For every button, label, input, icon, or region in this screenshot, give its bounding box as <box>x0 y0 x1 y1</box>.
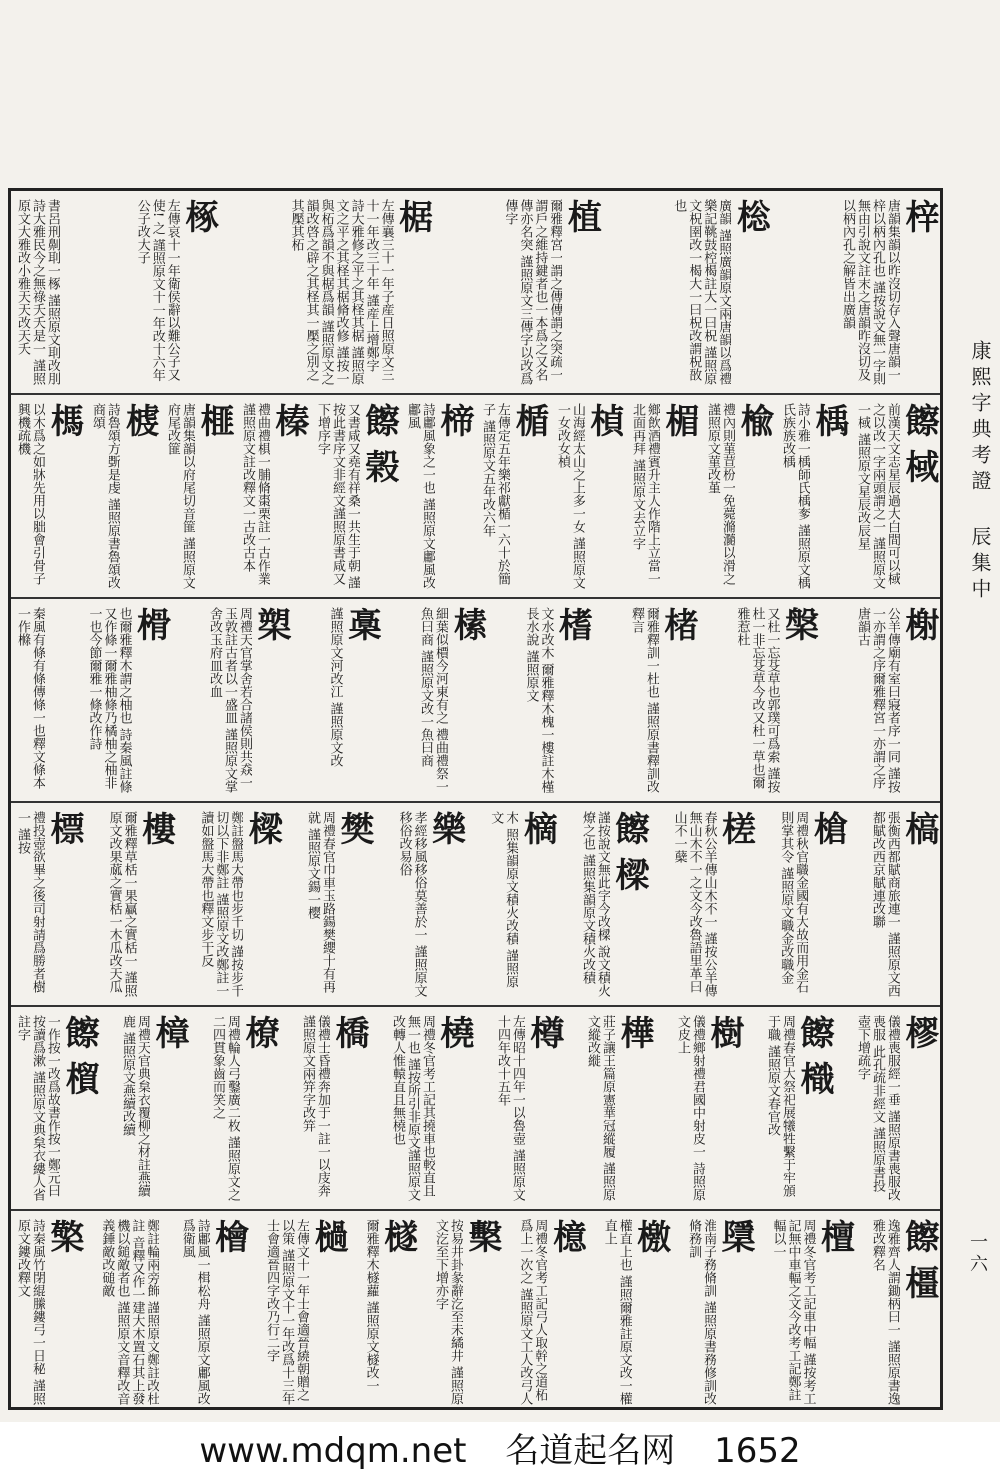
dictionary-entry <box>765 1011 834 1205</box>
entry-text: 詩鄘風象之一也 謹照原文鄘風改鄘風 <box>405 403 435 590</box>
entry-headword: 樟 <box>149 1015 189 1049</box>
entry-headword: 樊 <box>333 811 374 845</box>
dictionary-entry <box>855 603 939 797</box>
dictionary-entry <box>780 399 849 593</box>
entry-headword: 橋 <box>329 1015 369 1049</box>
entry-headword: 檕 <box>461 1219 502 1253</box>
entry-text: 儀禮鄉射禮君國中射皮一 詩照原文皮上 <box>675 1015 705 1202</box>
text-frame <box>8 188 943 1410</box>
entry-headword: 檛 <box>308 1219 349 1253</box>
entry-band <box>11 191 940 395</box>
entry-headword: 𩟔 橿 <box>898 1219 939 1299</box>
entry-headword: 梓 <box>898 199 939 233</box>
dictionary-entry <box>671 195 771 389</box>
entry-headword: 橑 <box>239 1015 279 1049</box>
dictionary-entry <box>396 807 466 1001</box>
entry-headword: 檄 <box>630 1219 671 1253</box>
entry-text: 木 照集韻原文積火改積 謹照原文 <box>488 811 519 989</box>
entry-headword: 𩟔 樴 <box>794 1015 834 1095</box>
entry-text: 廣韻 謹照廣韻原文兩唐韻以爲禮樂記鞉鼓椌楬註大一曰柷 謹照原文柷圉改一楬大一曰柷改謂柷敔也 <box>671 199 732 386</box>
entry-headword: 植 <box>561 199 602 233</box>
dictionary-entry <box>585 1011 654 1205</box>
entry-text: 爾雅釋訓一杜也 謹照原書釋訓改釋言 <box>629 607 659 794</box>
dictionary-entry <box>495 1011 564 1205</box>
entry-band <box>11 1007 940 1211</box>
dictionary-entry <box>705 399 774 593</box>
dictionary-entry <box>601 1215 671 1411</box>
dictionary-entry <box>579 807 649 1001</box>
dictionary-entry <box>86 603 171 797</box>
entry-headword: 橈 <box>434 1015 474 1049</box>
dictionary-entry <box>15 195 62 389</box>
entry-text: 詩秦風竹閉緄縢鏤弓一日秘 謹照原文鏤改釋文 <box>15 1219 45 1406</box>
dictionary-entry <box>15 1215 84 1411</box>
entry-headword: 椐 <box>392 199 433 233</box>
dictionary-entry <box>106 807 176 1001</box>
entry-text: 左傳昭十四年一以魯壺 謹照原文十四年改十五年 <box>495 1015 525 1202</box>
dictionary-entry <box>198 807 283 1001</box>
entry-text: 周禮秋官職金國有大故而用金石則掌其令 謹照原文職金改職金 <box>778 811 809 993</box>
entry-headword: 樺 <box>614 1015 654 1049</box>
dictionary-entry <box>778 807 848 1001</box>
entry-headword: 槀 <box>341 607 382 641</box>
entry-text: 細葉似檟今河東有之 禮曲禮祭一魚曰商 謹照原文改一魚曰商 <box>418 607 448 794</box>
entry-headword: 𩟔 棫 <box>899 403 939 483</box>
dictionary-entry <box>300 1011 369 1205</box>
book-title <box>955 340 995 604</box>
entry-text: 周禮春官大祭祀展犧牲繫于牢頒于職 謹照原文春官改 <box>765 1015 795 1197</box>
dictionary-entry <box>165 399 234 593</box>
entry-headword: 𩟔 樑 <box>608 811 649 891</box>
dictionary-entry <box>480 399 549 593</box>
entry-headword: 槁 <box>898 811 939 845</box>
dictionary-entry <box>15 603 47 797</box>
entry-headword: 榰 <box>552 607 593 641</box>
entry-band <box>11 1211 940 1415</box>
dictionary-entry <box>630 399 699 593</box>
entry-band <box>11 803 940 1007</box>
dictionary-entry <box>288 195 433 389</box>
dictionary-entry <box>134 195 219 389</box>
dictionary-entry <box>99 1215 161 1411</box>
dictionary-entry <box>770 1215 855 1411</box>
entry-text: 爾雅釋草栝一果贏之實栝一 謹照原文改果蓏之實栝一木瓜改天瓜 <box>106 811 137 998</box>
section-label: 辰集中 <box>968 526 992 605</box>
entry-text: 文水改木 爾雅釋木槐一樓註木槿 長水說 謹照原文 <box>523 607 554 794</box>
entry-headword: 榩 <box>119 403 159 437</box>
footer <box>0 1422 1000 1480</box>
entry-headword: 槃 <box>778 607 819 641</box>
entry-headword: 楡 <box>734 403 774 437</box>
entry-headword: 檃 <box>715 1219 756 1253</box>
dictionary-entry <box>179 1215 249 1411</box>
dictionary-entry <box>315 399 399 593</box>
dictionary-entry <box>671 807 756 1001</box>
dictionary-entry <box>15 399 84 593</box>
dictionary-entry <box>418 603 487 797</box>
entry-headword: 檠 <box>44 1219 84 1253</box>
dictionary-entry <box>488 807 558 1001</box>
entry-text: 鄭註盤馬大帶也步千切 謹按步千切以下非鄭註 謹照原文改鄭註一讀如盤馬大帶也釋文步干反 <box>198 811 244 998</box>
entry-headword: 楯 <box>509 403 549 437</box>
entry-headword: 槍 <box>807 811 848 845</box>
dictionary-entry <box>15 807 84 1001</box>
entry-text: 詩小雅一楀師氏楀奓 謹照原文楀氏族族改楀 <box>780 403 810 590</box>
entry-band <box>11 599 940 803</box>
entry-text: 周禮天官掌舍若合諸侯則共猋一玉敦註古者以一盛皿 謹照原文掌舍改玉府皿改血 <box>207 607 252 794</box>
entry-headword: 樑 <box>242 811 283 845</box>
entry-text: 周禮春官巾車玉路鍚樊纓十有再就 謹照原文鍚一樱 <box>304 811 335 993</box>
entry-headword: 檜 <box>208 1219 249 1253</box>
entry-text: 周禮冬官考工記其撓車也較直且無一也 謹按所引非原文謹照原文改轉人惟轅直且無橈也 <box>390 1015 435 1202</box>
dictionary-entry <box>734 603 819 797</box>
dictionary-entry <box>390 1011 474 1205</box>
dictionary-entry <box>555 399 624 593</box>
entry-headword: 楨 <box>584 403 624 437</box>
page-number: 一六 <box>967 1232 988 1276</box>
entry-headword: 棇 <box>730 199 771 233</box>
entry-headword: 榧 <box>194 403 234 437</box>
entry-headword: 椓 <box>178 199 219 233</box>
entry-text: 又杜一忘芟草也郭璞可爲索 謹按杜一非忘芟草今改又杜一草也爾雅惹杜 <box>734 607 780 794</box>
entry-text: 鄉飲酒禮賓升主人作階上立當一北面再拜 謹照原文去立字 <box>630 403 660 585</box>
dictionary-entry <box>327 603 382 797</box>
entry-headword: 樓 <box>135 811 176 845</box>
dictionary-entry <box>120 1011 189 1205</box>
entry-text: 也爾雅釋木謂之柚也 詩秦風註條又作條一爾雅柚條乃橘柚之柚非一也今節爾雅一條改作詩 <box>86 607 132 794</box>
entry-text: 唐韻集韻以府尾切音篚 謹照原文府尾改篚 <box>165 403 195 590</box>
entry-text: 左傳襄三十一年子産日照原文三十一年改三十年 謹産上增鄭字 詩大雅修之平之其柽其椐 謹照原文之平之其柽其椐脩改修 謹按一與柘爲韻不與椐爲韻 謹照原文之韻改啓之辟之其柽其一檿之別之其檿其柘 <box>288 199 394 386</box>
entry-headword: 檍 <box>546 1219 587 1253</box>
entry-headword: 樂 <box>425 811 466 845</box>
entry-band <box>11 395 940 599</box>
dictionary-entry <box>523 603 593 797</box>
dictionary-entry <box>855 1011 939 1205</box>
entry-text: 唐韻集韻以昨沒切存入聲唐韻一梓以柄內孔也 謹按說文無一字則無由引說文註末之唐韻昨沒切及以柄內孔之解皆出廣韻 <box>839 199 900 386</box>
entry-text: 爾雅釋木檖蘿 謹照原文檖改一 <box>363 1219 379 1393</box>
dictionary-entry <box>675 1011 744 1205</box>
dictionary-entry <box>210 1011 279 1205</box>
dictionary-entry <box>502 195 602 389</box>
entry-headword: 榾 <box>130 607 171 641</box>
entry-headword: 標 <box>44 811 84 845</box>
entry-headword: 榭 <box>899 607 939 641</box>
entry-headword: 𩟔 榖 <box>359 403 399 483</box>
dictionary-entry <box>629 603 698 797</box>
entry-text: 爾雅釋宮一謂之傳傳謂之突疏一謂戶之維持鍵者也一本爲之又名傳亦名突 謹照原文三傳字以改爲傳字 <box>502 199 563 386</box>
entry-headword: 檖 <box>377 1219 418 1253</box>
entry-text: 淮南子務脩訓 謹照原書務修訓改脩務訓 <box>686 1219 717 1406</box>
entry-headword: 槎 <box>715 811 756 845</box>
entry-text: 周禮輪人弓鑿廣二枚 謹照原文之二四貫象齒而笑之 <box>210 1015 240 1202</box>
entry-headword: 榪 <box>44 403 84 437</box>
entry-headword: 榡 <box>447 607 487 641</box>
entry-headword: 樹 <box>704 1015 744 1049</box>
entry-text: 張衡西都賦商旅連一 謹照原文西都賦改西京賦連改聯 <box>869 811 900 998</box>
entry-text: 禮曲禮椇一脯脩棗栗註一古作業 謹照原文註改釋文一古改古本 <box>240 403 270 585</box>
entry-text: 周禮冬官考工記弓人取幹之道柘爲上一次之 謹照原文工人改弓人 <box>517 1219 548 1406</box>
dictionary-entry <box>90 399 159 593</box>
entry-text: 一作按一改爲故書作按一鄭元曰按讀爲漱 謹照原文典枲衣縷人省註字 <box>15 1015 60 1202</box>
dictionary-entry <box>869 1215 939 1411</box>
entry-text: 謹按說文無此字今改樑 說文積火燎之也 謹照集韻原文積火改積 <box>579 811 610 998</box>
entry-text: 謹照原文河改江 謹照原文改 <box>327 607 343 768</box>
entry-headword: 楴 <box>434 403 474 437</box>
entry-text: 逸雅齊人謂鋤柄曰一 謹照原書逸雅改釋名 <box>869 1219 900 1406</box>
entry-text: 書呂刑劓刵一椓 謹照原文刵改刖 詩大雅民今之無祿夭夭是一 謹照原文大雅改小雅天天改天夭 <box>15 199 60 386</box>
entry-text: 左傳哀十一年衛侯辭以難公子又使! 之 謹照原文十一年改十六年公子改大子 <box>134 199 180 382</box>
entry-headword: 楀 <box>809 403 849 437</box>
entry-headword: 榛 <box>269 403 309 437</box>
dictionary-entry <box>405 399 474 593</box>
dictionary-entry <box>240 399 309 593</box>
footer-site-name: 名道起名网 <box>505 1431 676 1471</box>
entry-text: 又書咸又堯有祥桑一共生于朝 謹按此書序文非經文謹照原書咸又下增序字 <box>315 403 360 590</box>
dictionary-entry <box>517 1215 587 1411</box>
entry-headword: 樀 <box>517 811 558 845</box>
entry-text: 孝經移風移俗莫善於一 謹照原文移俗改易俗 <box>396 811 427 998</box>
entry-text: 儀禮士昏禮奔加于一註一以庋奔 謹照原文兩笄字改笄 <box>300 1015 330 1197</box>
entry-headword: 楮 <box>658 607 698 641</box>
entry-text: 儀禮喪服經一垂 謹照原書喪服改喪服 此孔疏非經文 謹照原書投壺下增疏字 <box>855 1015 900 1202</box>
entry-text: 春秋公羊傳山木不一 謹按公羊傳無山木不一之文今改魯語里革曰山不一蘖 <box>671 811 717 998</box>
entry-headword: 樽 <box>524 1015 564 1049</box>
entry-text: 莊子讓王篇原憲華冠縱履 謹照原文縱改縰 <box>585 1015 615 1202</box>
entry-text: 秦風有條有條傳條一也釋文條本一作樤 <box>15 607 45 789</box>
entry-text: 山海經太山之上多一女 謹照原文一女改女楨 <box>555 403 585 590</box>
dictionary-entry <box>304 807 374 1001</box>
entry-headword: 檀 <box>814 1219 855 1253</box>
entry-text: 左傳文十一年士會適晉繞朝贈之以策 謹照原文十一年改爲十三年士會適晉四字改乃行二字 <box>264 1219 310 1406</box>
entry-text: 以木爲之如牀先用以胐會引骨子興機疏機 <box>15 403 45 585</box>
entry-text: 公羊傳廟有室曰寢者序一同 謹按一亦謂之序爾雅釋宮一亦謂之序唐韻古 <box>855 607 900 794</box>
entry-text: 左傳定五年樂祁獻楯一六十於簡子 謹照原文五年改六年 <box>480 403 510 585</box>
dictionary-entry <box>363 1215 418 1411</box>
entry-text: 權直上也 謹照爾雅註原文改一權直上 <box>601 1219 632 1406</box>
entry-text: 詩魯頌方斲是虔 謹照原書魯頌改商頌 <box>90 403 120 590</box>
book-title-text: 康熙字典考證 <box>968 340 992 496</box>
dictionary-entry <box>855 399 939 593</box>
footer-site-url[interactable]: www.mdqm.net <box>199 1431 467 1471</box>
dictionary-entry <box>207 603 291 797</box>
dictionary-entry <box>264 1215 349 1411</box>
entry-text: 按易井卦彖辭汔至未繘井 謹照原文汔至下增亦字 <box>432 1219 463 1406</box>
entry-text: 周禮天官典枲衣覆柳之材註燕續鹿 謹照原文燕續改續 <box>120 1015 150 1197</box>
dictionary-entry <box>869 807 939 1001</box>
dictionary-entry <box>432 1215 502 1411</box>
dictionary-entry <box>15 1011 99 1205</box>
dictionary-entry <box>839 195 939 389</box>
entry-text: 詩鄘風一楫松舟 謹照原文鄘風改爲衛風 <box>179 1219 210 1406</box>
entry-headword: 𩟔 橮 <box>59 1015 99 1095</box>
entry-text: 前漢天文志星辰過大白間可以棫之以改一字兩頭謂之一 謹照原文一棫 謹照原文星辰改辰星 <box>855 403 900 590</box>
entry-text: 鄭註輪兩旁飾 謹照原文鄭註改杜註 音釋又作一建大木置石其上發機以鎚敵者也 謹照原文音釋改音義錘敵改磓敵 <box>99 1219 160 1406</box>
entry-text: 禮內則菫荁枌一免薨滫瀡以滑之 謹照原文菫改堇 <box>705 403 735 585</box>
entry-headword: 楣 <box>659 403 699 437</box>
dictionary-entry <box>686 1215 756 1411</box>
entry-text: 周禮冬官考工記車中幅 謹按考工記無中車輻之文今改考工記鄭註輻以一 <box>770 1219 816 1406</box>
footer-page-number: 1652 <box>714 1431 801 1471</box>
entry-headword: 樛 <box>899 1015 939 1049</box>
entry-text: 禮投壺欲畢之後司射請爲勝者樹一 謹按 <box>15 811 45 993</box>
entry-headword: 槊 <box>251 607 291 641</box>
